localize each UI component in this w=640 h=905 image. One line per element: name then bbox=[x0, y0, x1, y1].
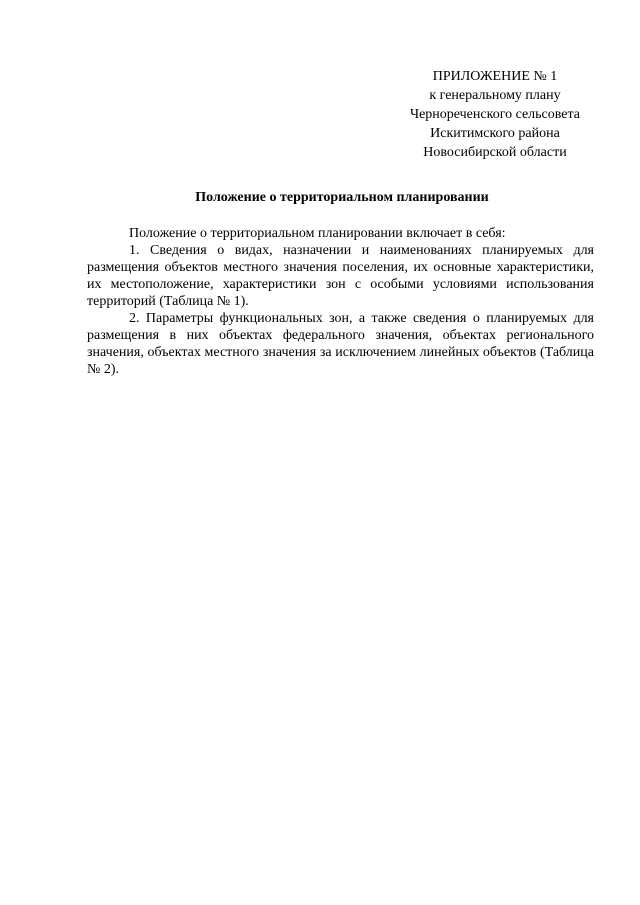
intro-paragraph: Положение о территориальном планировании включает в себя: bbox=[129, 226, 506, 241]
appendix-council: Чернореченского сельсовета bbox=[409, 107, 581, 122]
appendix-heading bbox=[380, 67, 610, 162]
list-item: 2. Параметры функциональных зон, а также сведения о планируемых для размещения в них объектах федерального значения, объектах регионального значения, объектах местного значения за исключением линейных объектов (Таблица № 2). bbox=[87, 311, 594, 377]
appendix-number: ПРИЛОЖЕНИЕ № 1 bbox=[432, 69, 558, 84]
list-item: 1. Сведения о видах, назначении и наименованиях планируемых для размещения объектов местного значения поселения, их основные характеристики, их местоположение, характеристики зон с особыми условиями использования территорий (Таблица № 1). bbox=[87, 243, 594, 309]
document-body bbox=[87, 225, 594, 378]
document-title: Положение о территориальном планировании bbox=[195, 190, 489, 205]
appendix-region: Новосибирской области bbox=[423, 145, 567, 160]
appendix-reference: к генеральному плану bbox=[429, 88, 561, 103]
appendix-district: Искитимского района bbox=[430, 126, 560, 141]
